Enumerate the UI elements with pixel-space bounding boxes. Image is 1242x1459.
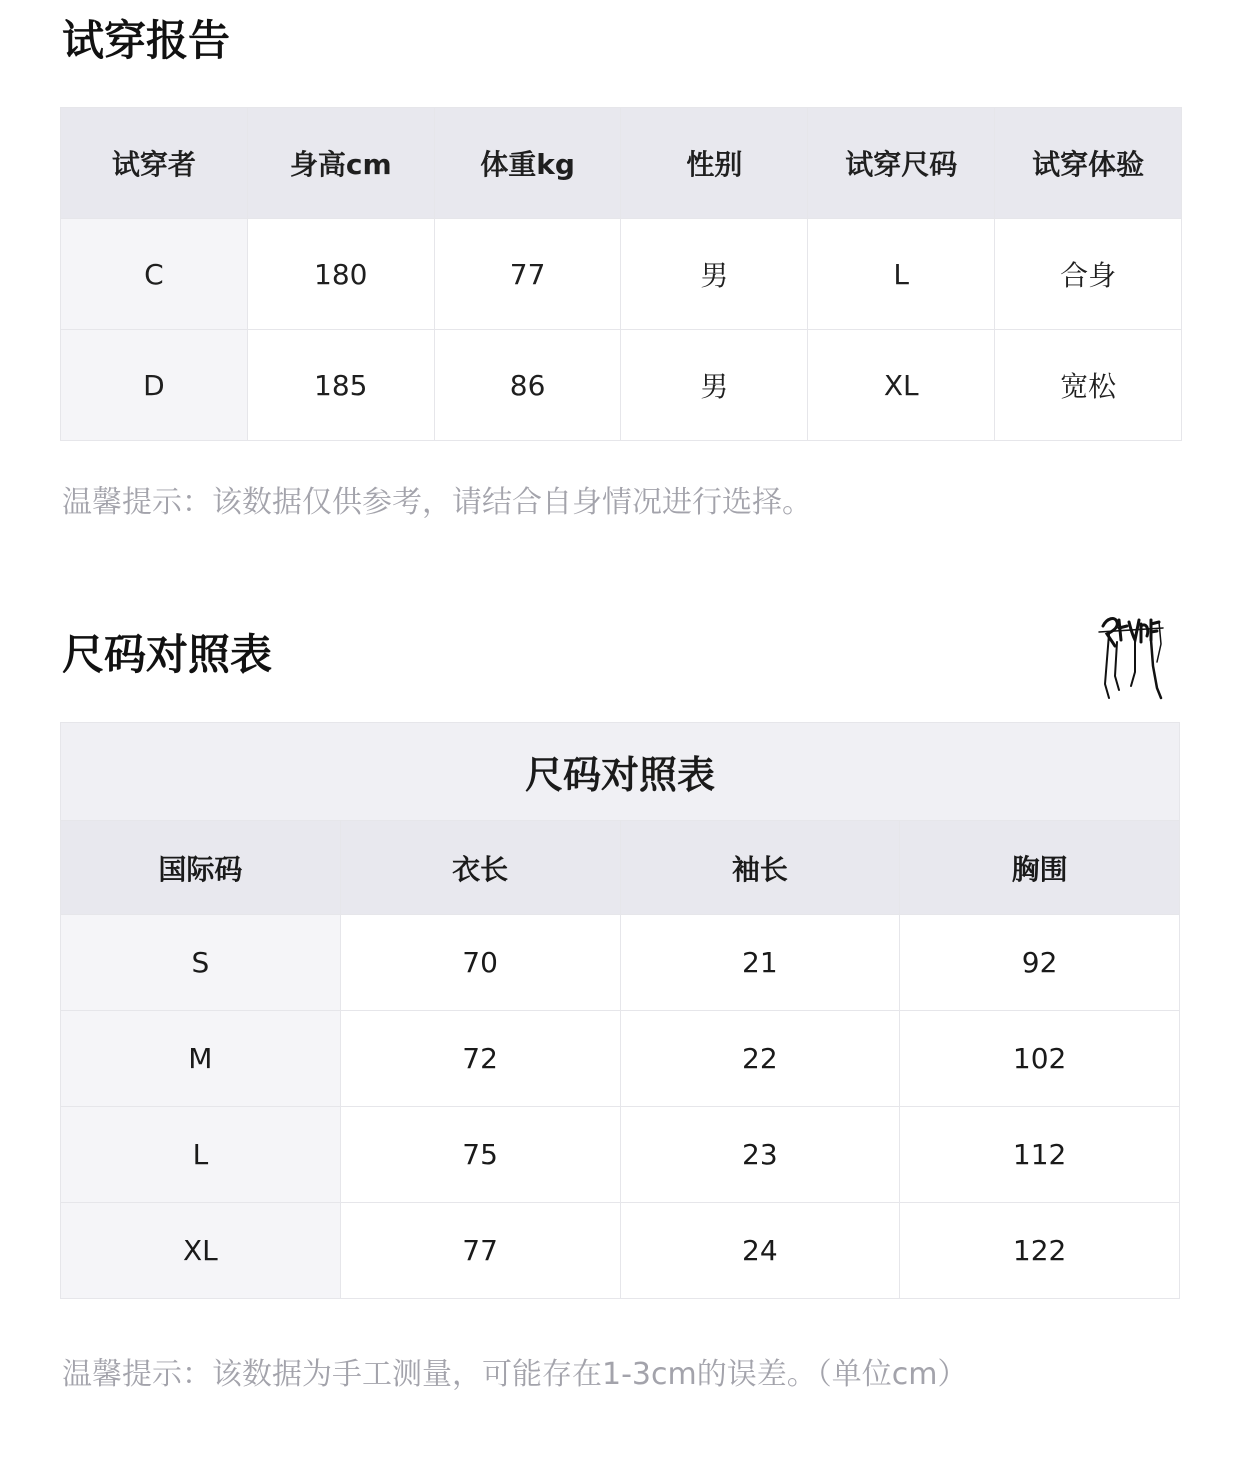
header-intl-size: 国际码 [61,821,341,915]
tryon-report-title: 试穿报告 [62,16,231,65]
table-cell: 男 [621,219,808,330]
header-tried-size: 试穿尺码 [808,108,995,219]
table-cell: 180 [247,219,434,330]
header-sleeve: 袖长 [620,821,900,915]
table-cell: 112 [900,1107,1180,1203]
table-row [61,330,1182,441]
table-cell: L [808,219,995,330]
size-chart-table [60,722,1180,1299]
table-header-row [61,108,1182,219]
header-height: 身高cm [247,108,434,219]
table-cell: 102 [900,1011,1180,1107]
gothic-brand-logo-icon [1095,606,1167,702]
table-cell: C [61,219,248,330]
header-tester: 试穿者 [61,108,248,219]
table-row [61,1107,1180,1203]
table-cell: D [61,330,248,441]
size-chart-note: 温馨提示：该数据为手工测量，可能存在1-3cm的误差。（单位cm） [62,1357,968,1392]
header-fit-experience: 试穿体验 [995,108,1182,219]
table-cell: L [61,1107,341,1203]
table-cell: M [61,1011,341,1107]
header-gender: 性别 [621,108,808,219]
table-header-row [61,821,1180,915]
table-cell: 75 [340,1107,620,1203]
header-chest: 胸围 [900,821,1180,915]
tryon-report-table [60,107,1182,441]
table-caption-row [61,723,1180,821]
table-cell: 86 [434,330,621,441]
table-cell: 21 [620,915,900,1011]
table-cell: S [61,915,341,1011]
table-cell: XL [61,1203,341,1299]
tryon-note: 温馨提示：该数据仅供参考，请结合自身情况进行选择。 [62,485,812,520]
header-weight: 体重kg [434,108,621,219]
table-cell: 22 [620,1011,900,1107]
table-cell: 24 [620,1203,900,1299]
table-row [61,219,1182,330]
table-cell: 77 [434,219,621,330]
size-chart-title: 尺码对照表 [62,630,273,679]
table-cell: 92 [900,915,1180,1011]
table-row [61,915,1180,1011]
table-cell: 72 [340,1011,620,1107]
table-cell: 185 [247,330,434,441]
header-length: 衣长 [340,821,620,915]
table-cell: 合身 [995,219,1182,330]
table-cell: 男 [621,330,808,441]
table-cell: XL [808,330,995,441]
table-cell: 122 [900,1203,1180,1299]
table-cell: 77 [340,1203,620,1299]
table-cell: 宽松 [995,330,1182,441]
table-row [61,1011,1180,1107]
table-cell: 70 [340,915,620,1011]
table-cell: 23 [620,1107,900,1203]
size-chart-caption: 尺码对照表 [61,723,1180,821]
table-row [61,1203,1180,1299]
